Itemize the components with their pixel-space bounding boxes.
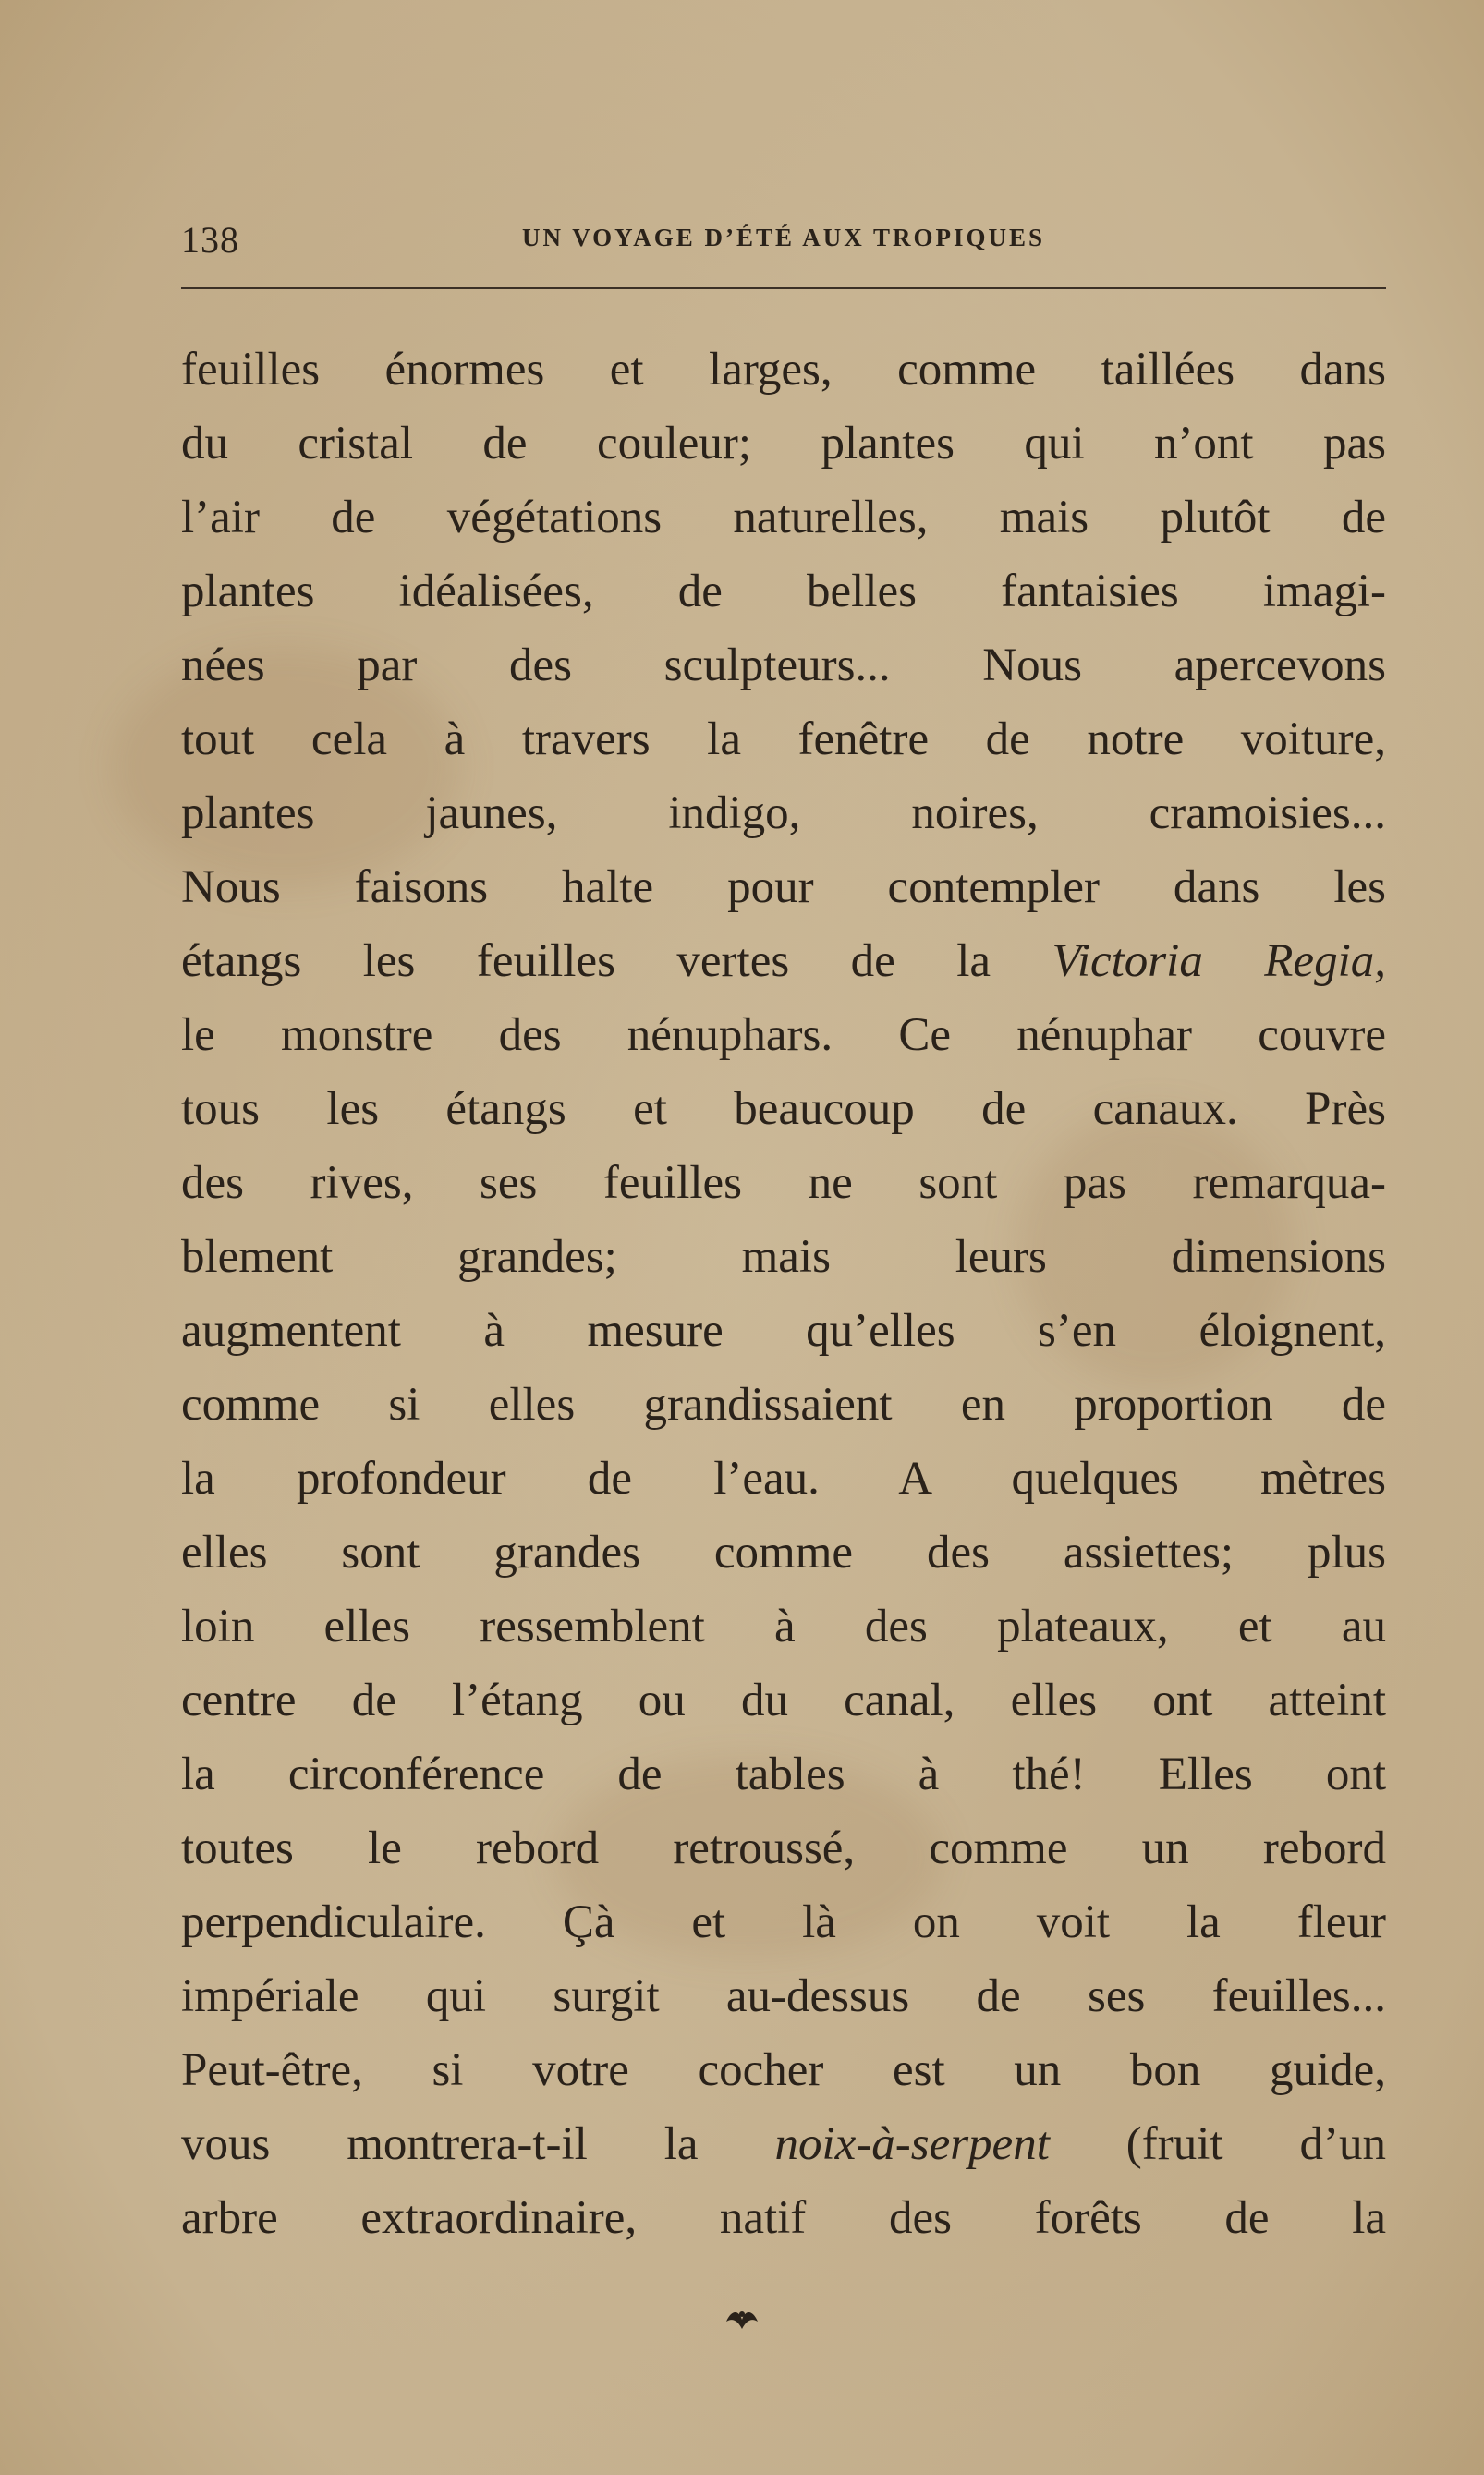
text-segment: arbre extraordinaire, natif des forêts de la	[181, 2192, 1386, 2244]
text-segment: blement grandes; mais leurs dimensions	[181, 1231, 1386, 1283]
text-line	[181, 2181, 1386, 2255]
text-segment: (fruit d’un	[1049, 2118, 1386, 2170]
text-line	[181, 1590, 1386, 1664]
text-line	[181, 924, 1386, 998]
text-line	[181, 1516, 1386, 1590]
text-segment: vous montrera-t-il la	[181, 2118, 775, 2170]
text-segment: l’air de végétations naturelles, mais plutôt de	[181, 492, 1386, 543]
text-segment: toutes le rebord retroussé, comme un rebord	[181, 1823, 1386, 1874]
text-line	[181, 1737, 1386, 1811]
text-line	[181, 481, 1386, 555]
page-number: 138	[181, 219, 239, 261]
text-line	[181, 1664, 1386, 1737]
text-line	[181, 1811, 1386, 1885]
text-segment: impériale qui surgit au-dessus de ses feuilles...	[181, 1970, 1386, 2022]
text-segment: plantes idéalisées, de belles fantaisies imagi-	[181, 566, 1386, 617]
text-segment: augmentent à mesure qu’elles s’en éloignent,	[181, 1305, 1386, 1357]
body-text	[181, 333, 1386, 2255]
text-line	[181, 776, 1386, 850]
text-segment: loin elles ressemblent à des plateaux, et au	[181, 1601, 1386, 1652]
text-segment: comme si elles grandissaient en proportion de	[181, 1379, 1386, 1431]
text-line	[181, 1959, 1386, 2033]
text-line	[181, 702, 1386, 776]
header-rule	[181, 287, 1386, 289]
text-line	[181, 1072, 1386, 1146]
text-segment: des rives, ses feuilles ne sont pas remarqua-	[181, 1157, 1386, 1209]
text-line	[181, 1442, 1386, 1516]
text-line	[181, 1885, 1386, 1959]
printer-fleuron-icon	[719, 2301, 765, 2338]
text-segment: elles sont grandes comme des assiettes; plus	[181, 1527, 1386, 1579]
text-line	[181, 333, 1386, 407]
text-segment: tous les étangs et beaucoup de canaux. Près	[181, 1083, 1386, 1135]
text-segment: feuilles énormes et larges, comme taillées dans	[181, 344, 1386, 396]
text-segment: nées par des sculpteurs... Nous apercevons	[181, 640, 1386, 691]
italic-text: Victoria Regia,	[1052, 935, 1386, 987]
text-segment: centre de l’étang ou du canal, elles ont atteint	[181, 1675, 1386, 1726]
text-line	[181, 998, 1386, 1072]
text-line	[181, 2033, 1386, 2107]
text-segment: la profondeur de l’eau. A quelques mètres	[181, 1453, 1386, 1505]
text-line	[181, 2107, 1386, 2181]
text-segment: le monstre des nénuphars. Ce nénuphar couvre	[181, 1009, 1386, 1061]
italic-text: noix-à-serpent	[774, 2118, 1050, 2170]
text-segment: la circonférence de tables à thé! Elles ont	[181, 1749, 1386, 1800]
running-head: UN VOYAGE D’ÉTÉ AUX TROPIQUES	[521, 224, 1046, 251]
text-line	[181, 1220, 1386, 1294]
text-segment: perpendiculaire. Çà et là on voit la fleur	[181, 1896, 1386, 1948]
text-segment: Peut-être, si votre cocher est un bon guide,	[181, 2044, 1386, 2096]
text-line	[181, 407, 1386, 481]
text-segment: Nous faisons halte pour contempler dans les	[181, 861, 1386, 913]
text-segment: du cristal de couleur; plantes qui n’ont pas	[181, 418, 1386, 469]
text-line	[181, 555, 1386, 628]
text-line	[181, 1146, 1386, 1220]
text-line	[181, 1294, 1386, 1368]
text-segment: plantes jaunes, indigo, noires, cramoisies...	[181, 787, 1386, 839]
text-line	[181, 850, 1386, 924]
text-segment: tout cela à travers la fenêtre de notre voiture,	[181, 713, 1386, 765]
text-line	[181, 628, 1386, 702]
text-segment: étangs les feuilles vertes de la	[181, 935, 1052, 987]
text-line	[181, 1368, 1386, 1442]
page-header	[181, 218, 1386, 274]
